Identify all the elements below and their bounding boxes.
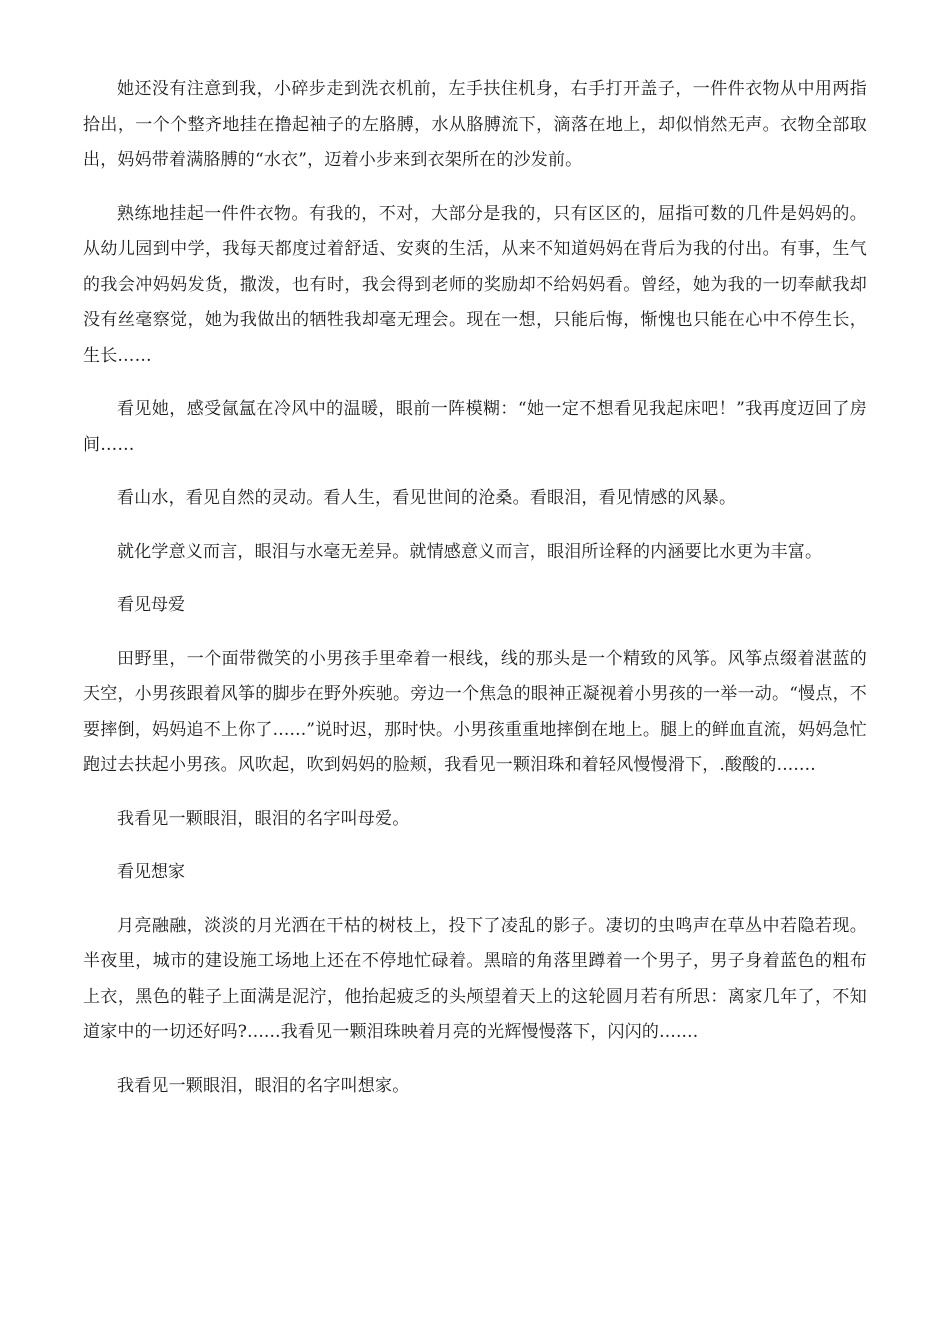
paragraph-washing-clothes: 她还没有注意到我，小碎步走到洗衣机前，左手扶住机身，右手打开盖子，一件件衣物从中用两指拾出，一个个整齐地挂在撸起袖子的左胳膊，水从胳膊流下，滴落在地上，却似悄然无声。衣物全部取出，妈妈带着满胳膊的“水衣”，迈着小步来到衣架所在的沙发前。 [83, 79, 867, 170]
paragraph-kite-story: 田野里，一个面带微笑的小男孩手里牵着一根线，线的那头是一个精致的风筝。风筝点缀着湛蓝的天空，小男孩跟着风筝的脚步在野外疾驰。旁边一个焦急的眼神正凝视着小男孩的一举一动。“慢点，不要摔倒，妈妈追不上你了......”说时迟，那时快。小男孩重重地摔倒在地上。腿上的鲜血直流，妈妈急忙跑过去扶起小男孩。风吹起，吹到妈妈的脸颊，我看见一颗泪珠和着轻风慢慢滑下，.酸酸的....... [83, 648, 867, 775]
paragraph-tear-homesick: 我看见一颗眼泪，眼泪的名字叫想家。 [117, 1075, 410, 1096]
paragraph-seeing-tears: 看山水，看见自然的灵动。看人生，看见世间的沧桑。看眼泪，看见情感的风暴。 [117, 488, 737, 508]
paragraph-meaning-of-tears: 就化学意义而言，眼泪与水毫无差异。就情感意义而言，眼泪所诠释的内涵要比水更为丰富。 [117, 541, 823, 562]
paragraph-returning-to-room: 看见她，感受氤氲在冷风中的温暖，眼前一阵模糊：“她一定不想看见我起床吧！”我再度迈回了房间…… [83, 399, 867, 455]
paragraph-moonlight-story: 月亮融融，淡淡的月光洒在干枯的树枝上，投下了凌乱的影子。凄切的虫鸣声在草丛中若隐若现。半夜里，城市的建设施工场地上还在不停地忙碌着。黑暗的角落里蹲着一个男子，男子身着蓝色的粗布上衣，黑色的鞋子上面满是泥泞，他抬起疲乏的头颅望着天上的这轮圆月若有所思：离家几年了，不知道家中的一切还好吗?......我看见一颗泪珠映着月亮的光辉慢慢落下，闪闪的....... [83, 915, 867, 1042]
paragraph-tear-mother-love: 我看见一颗眼泪，眼泪的名字叫母爱。 [117, 808, 410, 829]
document-body [83, 72, 867, 1122]
section-heading-mother-love: 看见母爱 [117, 595, 185, 615]
section-heading-homesick: 看见想家 [117, 862, 185, 882]
paragraph-hanging-clothes: 熟练地挂起一件件衣物。有我的，不对，大部分是我的，只有区区的，屈指可数的几件是妈妈的。从幼儿园到中学，我每天都度过着舒适、安爽的生活，从来不知道妈妈在背后为我的付出。有事，生气的我会冲妈妈发货，撒泼，也有时，我会得到老师的奖励却不给妈妈看。曾经，她为我的一切奉献我却没有丝毫察觉，她为我做出的牺牲我却毫无理会。现在一想，只能后悔，惭愧也只能在心中不停生长，生长…… [83, 203, 867, 366]
